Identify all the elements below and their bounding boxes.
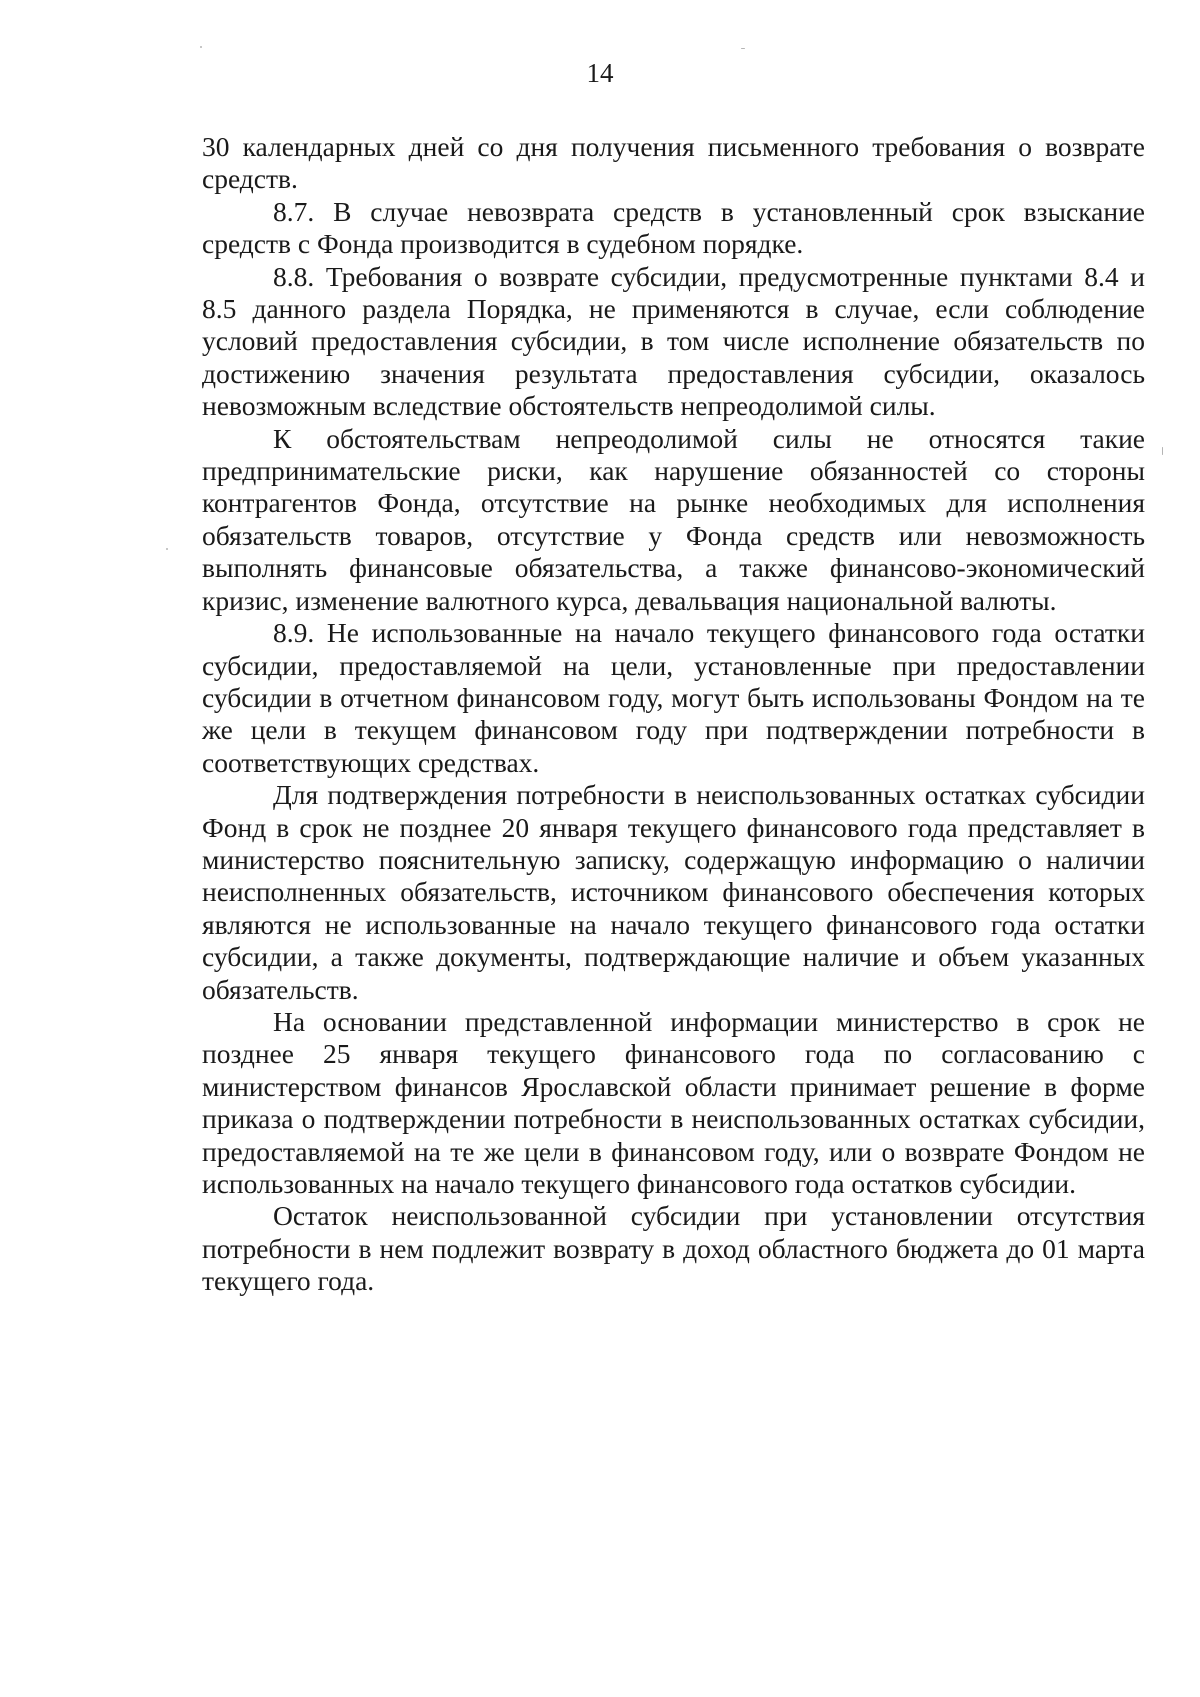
scan-speck bbox=[741, 48, 745, 49]
paragraph-force-majeure: К обстоятельствам непреодолимой силы не относятся такие предпринимательские риски, как нарушение обязанностей со стороны контрагентов Фонда, отсутствие на рынке необходимых для исполнения обязательств товаров, отсутствие у Фонда средств или невозможность выполнять финансовые обязательства, а также финансово-экономический кризис, изменение валютного курса, девальвация национальной валюты. bbox=[202, 422, 1145, 616]
scan-speck bbox=[1162, 447, 1163, 455]
paragraph-continuation: 30 календарных дней со дня получения письменного требования о возврате средств. bbox=[202, 131, 1145, 195]
paragraph-8-8: 8.8. Требования о возврате субсидии, предусмотренные пунктами 8.4 и 8.5 данного раздела Порядка, не применяются в случае, если соблюдение условий предоставления субсидии, в том числе исполнение обязательств по достижению значения результата предоставления субсидии, оказалось невозможным вследствие обстоятельств непреодолимой силы. bbox=[202, 260, 1145, 422]
scan-speck bbox=[200, 46, 202, 48]
scan-speck bbox=[166, 548, 168, 550]
paragraph-8-7: 8.7. В случае невозврата средств в установленный срок взыскание средств с Фонда производится в судебном порядке. bbox=[202, 195, 1145, 260]
paragraph-8-9: 8.9. Не использованные на начало текущего финансового года остатки субсидии, предоставляемой на цели, установленные при предоставлении субсидии в отчетном финансовом году, могут быть использованы Фондом на те же цели в текущем финансовом году при подтверждении потребности в соответствующих средствах. bbox=[202, 617, 1145, 778]
page-number: 14 bbox=[586, 58, 614, 88]
paragraph-confirmation-request: Для подтверждения потребности в неиспользованных остатках субсидии Фонд в срок не позднее 20 января текущего финансового года представляет в министерство пояснительную записку, содержащую информацию о наличии неисполненных обязательств, источником финансового обеспечения которых являются не использованные на начало текущего финансового года остатки субсидии, а также документы, подтверждающие наличие и объем указанных обязательств. bbox=[202, 779, 1145, 1005]
paragraph-ministry-decision: На основании представленной информации министерство в срок не позднее 25 января текущего финансового года по согласованию с министерством финансов Ярославской области принимает решение в форме приказа о подтверждении потребности в неиспользованных остатках субсидии, предоставляемой на те же цели в финансовом году, или о возврате Фондом не использованных на начало текущего финансового года остатков субсидии. bbox=[202, 1005, 1145, 1199]
paragraph-remainder-return: Остаток неиспользованной субсидии при установлении отсутствия потребности в нем подлежит возврату в доход областного бюджета до 01 марта текущего года. bbox=[202, 1200, 1145, 1297]
document-body bbox=[202, 131, 1145, 1298]
